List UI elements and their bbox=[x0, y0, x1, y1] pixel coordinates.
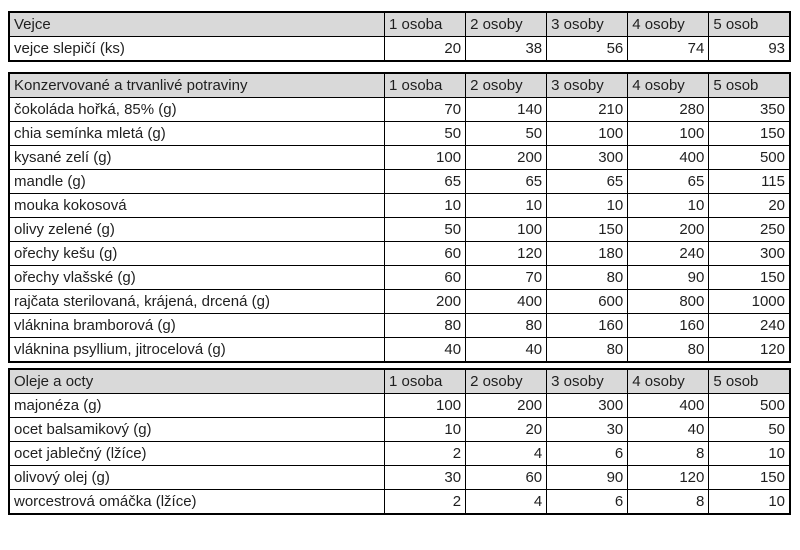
value-cell: 70 bbox=[384, 98, 465, 122]
table-row bbox=[9, 98, 790, 122]
value-cell: 65 bbox=[466, 170, 547, 194]
food-table bbox=[8, 11, 791, 62]
value-cell: 400 bbox=[628, 394, 709, 418]
value-cell: 300 bbox=[547, 146, 628, 170]
table-row bbox=[9, 37, 790, 62]
row-label-cell: majonéza (g) bbox=[9, 394, 384, 418]
table-row bbox=[9, 338, 790, 363]
row-label-cell: mouka kokosová bbox=[9, 194, 384, 218]
value-cell: 20 bbox=[709, 194, 790, 218]
value-cell: 6 bbox=[547, 442, 628, 466]
column-header: 4 osoby bbox=[628, 369, 709, 394]
header-row bbox=[9, 73, 790, 98]
value-cell: 4 bbox=[466, 442, 547, 466]
header-row bbox=[9, 369, 790, 394]
value-cell: 300 bbox=[709, 242, 790, 266]
value-cell: 74 bbox=[628, 37, 709, 62]
value-cell: 200 bbox=[466, 146, 547, 170]
value-cell: 10 bbox=[709, 442, 790, 466]
value-cell: 120 bbox=[709, 338, 790, 363]
value-cell: 150 bbox=[709, 466, 790, 490]
value-cell: 40 bbox=[628, 418, 709, 442]
value-cell: 20 bbox=[384, 37, 465, 62]
section-title-cell: Vejce bbox=[9, 12, 384, 37]
value-cell: 30 bbox=[547, 418, 628, 442]
value-cell: 600 bbox=[547, 290, 628, 314]
value-cell: 90 bbox=[628, 266, 709, 290]
value-cell: 50 bbox=[709, 418, 790, 442]
value-cell: 115 bbox=[709, 170, 790, 194]
row-label-cell: čokoláda hořká, 85% (g) bbox=[9, 98, 384, 122]
value-cell: 38 bbox=[466, 37, 547, 62]
row-label-cell: vláknina psyllium, jitrocelová (g) bbox=[9, 338, 384, 363]
column-header: 1 osoba bbox=[384, 369, 465, 394]
value-cell: 140 bbox=[466, 98, 547, 122]
value-cell: 10 bbox=[466, 194, 547, 218]
value-cell: 2 bbox=[384, 490, 465, 515]
value-cell: 50 bbox=[384, 122, 465, 146]
value-cell: 250 bbox=[709, 218, 790, 242]
value-cell: 240 bbox=[709, 314, 790, 338]
value-cell: 10 bbox=[628, 194, 709, 218]
table-row bbox=[9, 418, 790, 442]
value-cell: 240 bbox=[628, 242, 709, 266]
column-header: 5 osob bbox=[709, 73, 790, 98]
row-label-cell: olivy zelené (g) bbox=[9, 218, 384, 242]
value-cell: 100 bbox=[628, 122, 709, 146]
value-cell: 180 bbox=[547, 242, 628, 266]
value-cell: 8 bbox=[628, 442, 709, 466]
row-label-cell: worcestrová omáčka (lžíce) bbox=[9, 490, 384, 515]
row-label-cell: chia semínka mletá (g) bbox=[9, 122, 384, 146]
value-cell: 350 bbox=[709, 98, 790, 122]
value-cell: 300 bbox=[547, 394, 628, 418]
value-cell: 80 bbox=[466, 314, 547, 338]
table-row bbox=[9, 146, 790, 170]
column-header: 2 osoby bbox=[466, 73, 547, 98]
row-label-cell: ořechy vlašské (g) bbox=[9, 266, 384, 290]
value-cell: 120 bbox=[466, 242, 547, 266]
value-cell: 40 bbox=[466, 338, 547, 363]
row-label-cell: mandle (g) bbox=[9, 170, 384, 194]
row-label-cell: olivový olej (g) bbox=[9, 466, 384, 490]
value-cell: 100 bbox=[384, 394, 465, 418]
column-header: 4 osoby bbox=[628, 12, 709, 37]
row-label-cell: rajčata sterilovaná, krájená, drcená (g) bbox=[9, 290, 384, 314]
column-header: 3 osoby bbox=[547, 12, 628, 37]
value-cell: 10 bbox=[547, 194, 628, 218]
value-cell: 500 bbox=[709, 394, 790, 418]
section-title-cell: Oleje a octy bbox=[9, 369, 384, 394]
value-cell: 65 bbox=[384, 170, 465, 194]
table-row bbox=[9, 394, 790, 418]
value-cell: 200 bbox=[384, 290, 465, 314]
value-cell: 500 bbox=[709, 146, 790, 170]
value-cell: 40 bbox=[384, 338, 465, 363]
food-table bbox=[8, 368, 791, 515]
table-row bbox=[9, 122, 790, 146]
value-cell: 210 bbox=[547, 98, 628, 122]
value-cell: 1000 bbox=[709, 290, 790, 314]
value-cell: 80 bbox=[628, 338, 709, 363]
table-row bbox=[9, 194, 790, 218]
table-row bbox=[9, 314, 790, 338]
value-cell: 70 bbox=[466, 266, 547, 290]
row-label-cell: vláknina bramborová (g) bbox=[9, 314, 384, 338]
table-row bbox=[9, 490, 790, 515]
row-label-cell: ocet jablečný (lžíce) bbox=[9, 442, 384, 466]
table-row bbox=[9, 442, 790, 466]
column-header: 4 osoby bbox=[628, 73, 709, 98]
value-cell: 280 bbox=[628, 98, 709, 122]
value-cell: 50 bbox=[384, 218, 465, 242]
value-cell: 65 bbox=[547, 170, 628, 194]
column-header: 2 osoby bbox=[466, 369, 547, 394]
value-cell: 80 bbox=[547, 338, 628, 363]
value-cell: 80 bbox=[547, 266, 628, 290]
value-cell: 60 bbox=[384, 242, 465, 266]
value-cell: 2 bbox=[384, 442, 465, 466]
value-cell: 93 bbox=[709, 37, 790, 62]
value-cell: 100 bbox=[384, 146, 465, 170]
table-row bbox=[9, 242, 790, 266]
column-header: 5 osob bbox=[709, 12, 790, 37]
value-cell: 160 bbox=[628, 314, 709, 338]
value-cell: 200 bbox=[466, 394, 547, 418]
value-cell: 6 bbox=[547, 490, 628, 515]
value-cell: 8 bbox=[628, 490, 709, 515]
value-cell: 60 bbox=[466, 466, 547, 490]
value-cell: 400 bbox=[628, 146, 709, 170]
column-header: 2 osoby bbox=[466, 12, 547, 37]
value-cell: 800 bbox=[628, 290, 709, 314]
value-cell: 90 bbox=[547, 466, 628, 490]
value-cell: 100 bbox=[466, 218, 547, 242]
column-header: 1 osoba bbox=[384, 73, 465, 98]
value-cell: 60 bbox=[384, 266, 465, 290]
value-cell: 30 bbox=[384, 466, 465, 490]
column-header: 3 osoby bbox=[547, 73, 628, 98]
value-cell: 10 bbox=[384, 418, 465, 442]
table-row bbox=[9, 266, 790, 290]
food-table bbox=[8, 72, 791, 363]
table-row bbox=[9, 170, 790, 194]
value-cell: 200 bbox=[628, 218, 709, 242]
value-cell: 150 bbox=[709, 266, 790, 290]
value-cell: 10 bbox=[709, 490, 790, 515]
column-header: 3 osoby bbox=[547, 369, 628, 394]
row-label-cell: kysané zelí (g) bbox=[9, 146, 384, 170]
value-cell: 400 bbox=[466, 290, 547, 314]
row-label-cell: vejce slepičí (ks) bbox=[9, 37, 384, 62]
value-cell: 160 bbox=[547, 314, 628, 338]
value-cell: 4 bbox=[466, 490, 547, 515]
column-header: 5 osob bbox=[709, 369, 790, 394]
value-cell: 100 bbox=[547, 122, 628, 146]
table-row bbox=[9, 466, 790, 490]
value-cell: 150 bbox=[547, 218, 628, 242]
value-cell: 56 bbox=[547, 37, 628, 62]
value-cell: 10 bbox=[384, 194, 465, 218]
row-label-cell: ocet balsamikový (g) bbox=[9, 418, 384, 442]
value-cell: 150 bbox=[709, 122, 790, 146]
value-cell: 20 bbox=[466, 418, 547, 442]
value-cell: 120 bbox=[628, 466, 709, 490]
section-title-cell: Konzervované a trvanlivé potraviny bbox=[9, 73, 384, 98]
table-row bbox=[9, 290, 790, 314]
table-row bbox=[9, 218, 790, 242]
row-label-cell: ořechy kešu (g) bbox=[9, 242, 384, 266]
header-row bbox=[9, 12, 790, 37]
value-cell: 50 bbox=[466, 122, 547, 146]
value-cell: 80 bbox=[384, 314, 465, 338]
value-cell: 65 bbox=[628, 170, 709, 194]
spreadsheet-area bbox=[8, 11, 791, 515]
column-header: 1 osoba bbox=[384, 12, 465, 37]
